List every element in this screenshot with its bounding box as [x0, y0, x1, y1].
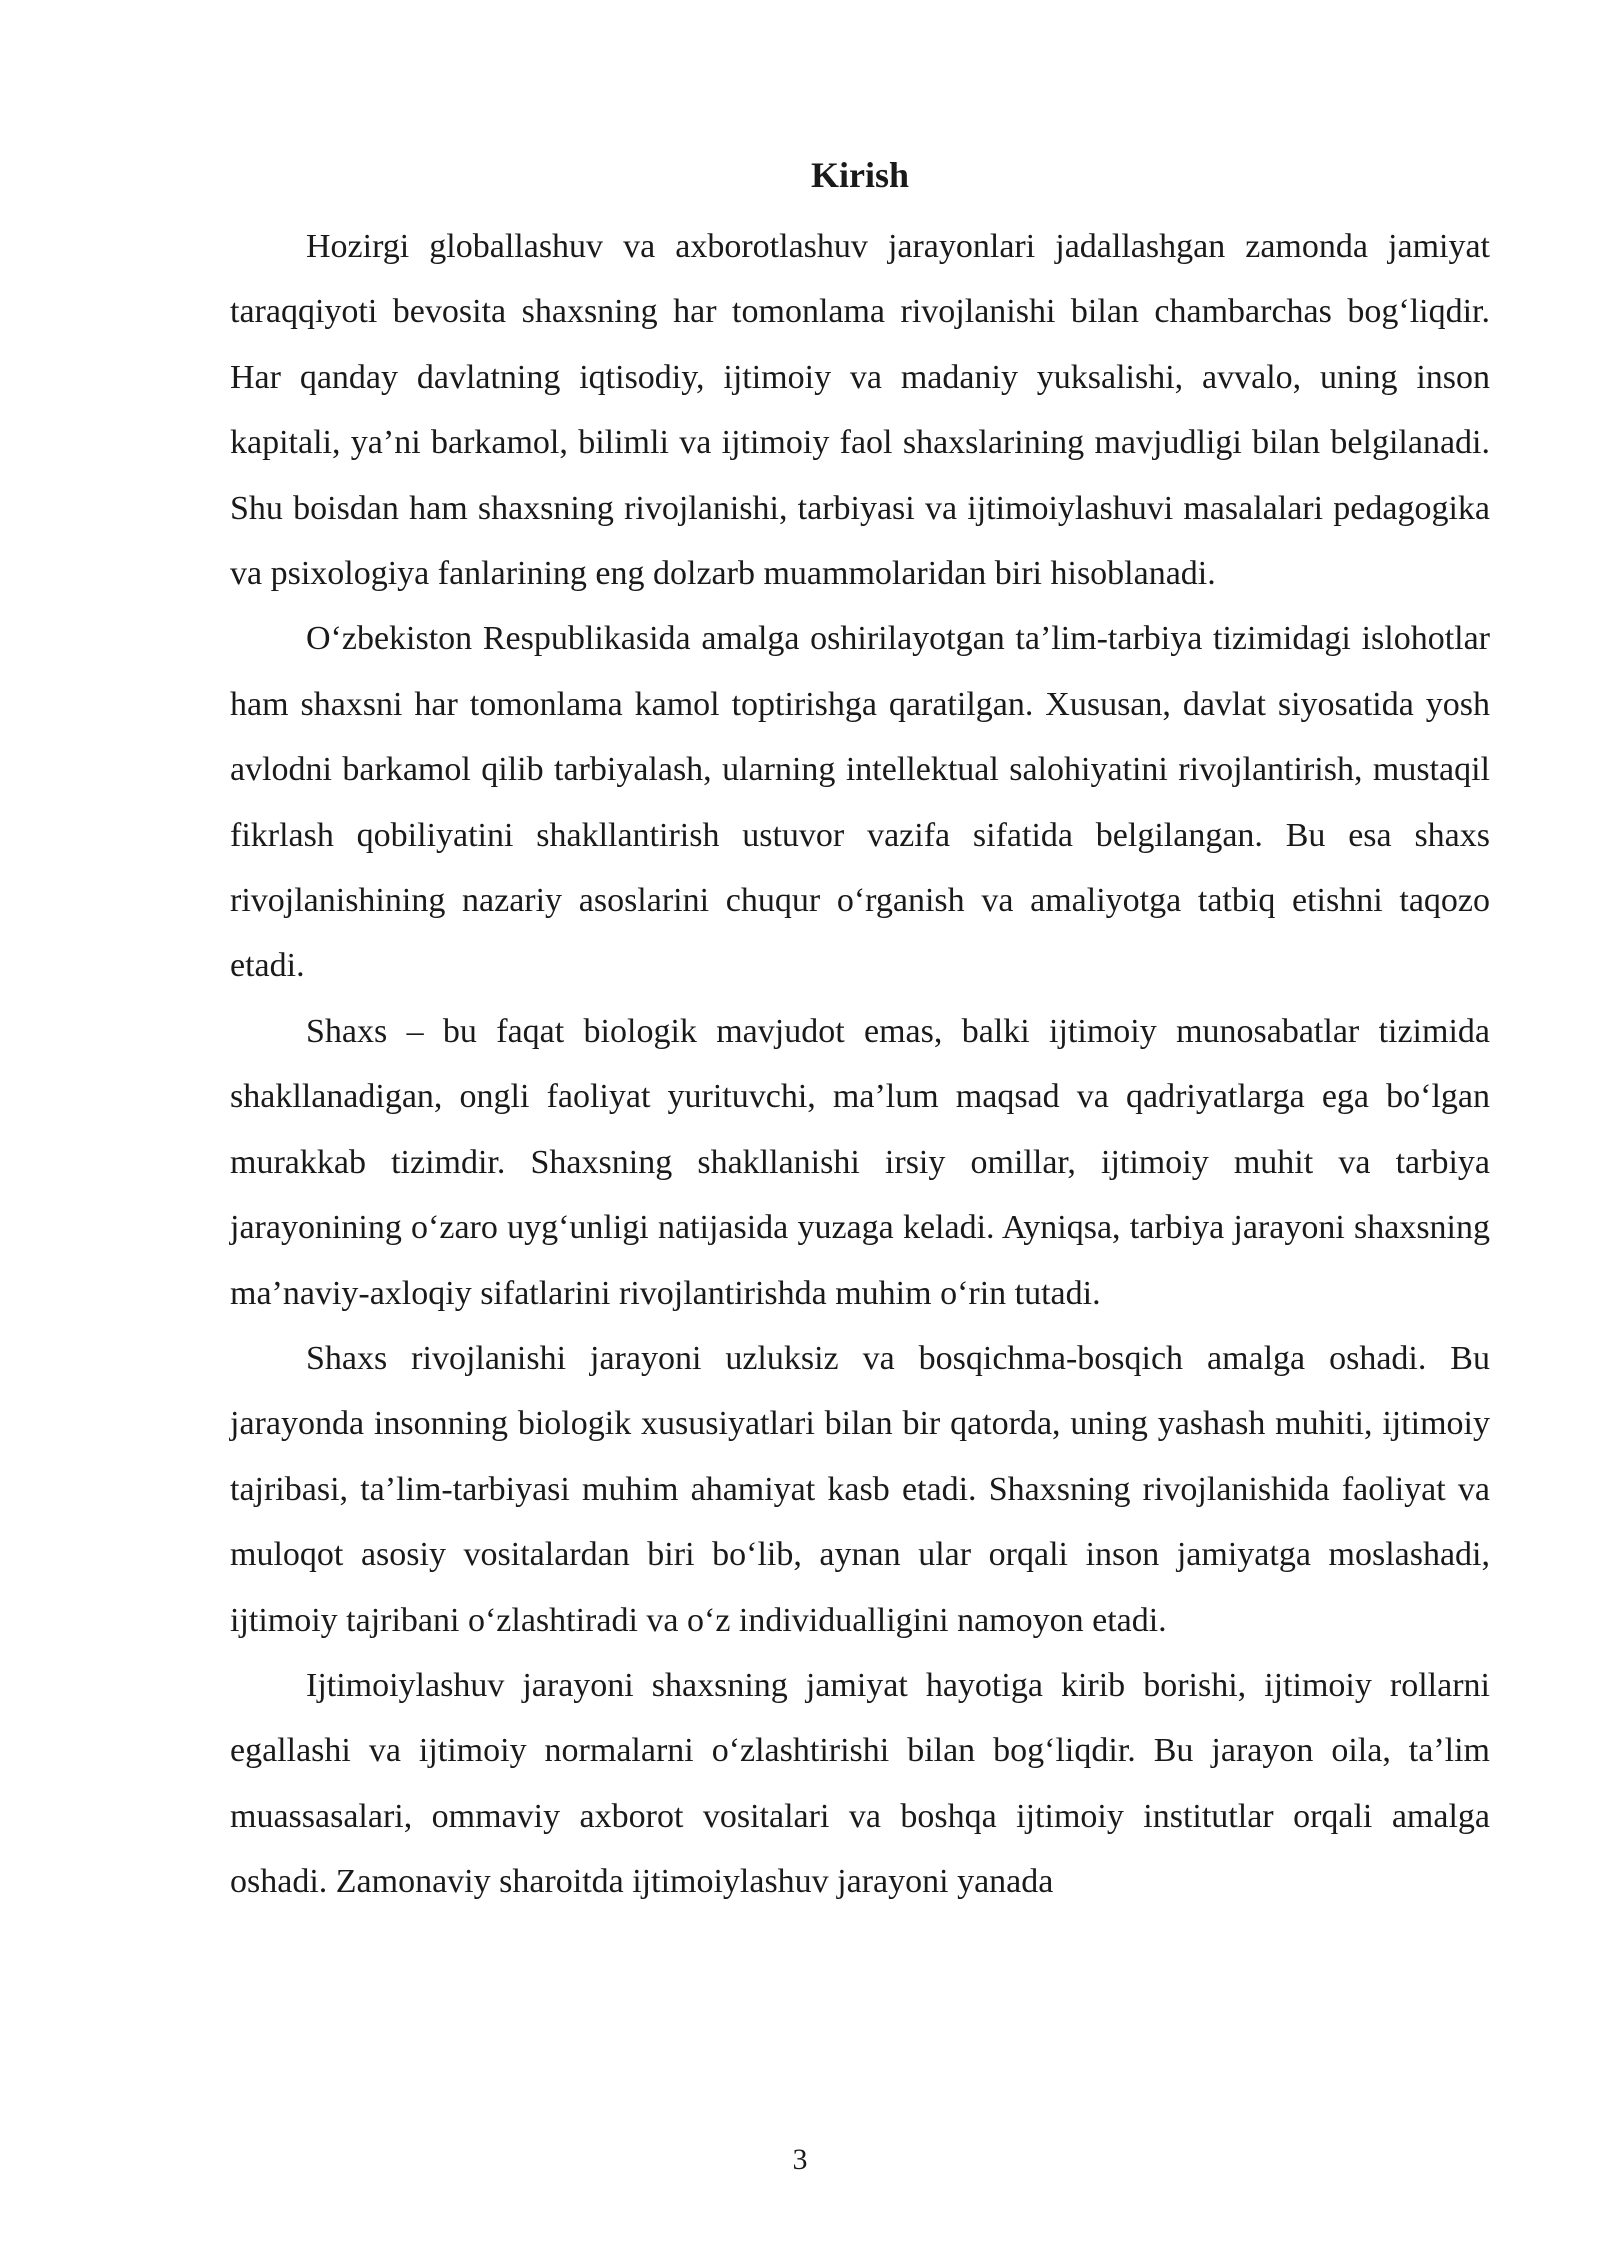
paragraph-3: Shaxs – bu faqat biologik mavjudot emas, balki ijtimoiy munosabatlar tizimida shakllanadigan, ongli faoliyat yurituvchi, ma’lum maqsad va qadriyatlarga ega bo‘lgan murakkab tizimdir. Shaxsning shakllanishi irsiy omillar, ijtimoiy muhit va tarbiya jarayonining o‘zaro uyg‘unligi natijasida yuzaga keladi. Ayniqsa, tarbiya jarayoni shaxsning ma’naviy-axloqiy sifatlarini rivojlantirishda muhim o‘rin tutadi. [230, 1012, 1490, 1312]
paragraph-1: Hozirgi globallashuv va axborotlashuv jarayonlari jadallashgan zamonda jamiyat taraqqiyoti bevosita shaxsning har tomonlama rivojlanishi bilan chambarchas bog‘liqdir. Har qanday davlatning iqtisodiy, ijtimoiy va madaniy yuksalishi, avvalo, uning inson kapitali, ya’ni barkamol, bilimli va ijtimoiy faol shaxslarining mavjudligi bilan belgilanadi. Shu boisdan ham shaxsning rivojlanishi, tarbiyasi va ijtimoiylashuvi masalalari pedagogika va psixologiya fanlarining eng dolzarb muammolaridan biri hisoblanadi. [230, 228, 1490, 593]
paragraph-4: Shaxs rivojlanishi jarayoni uzluksiz va bosqichma-bosqich amalga oshadi. Bu jarayonda insonning biologik xususiyatlari bilan bir qatorda, uning yashash muhiti, ijtimoiy tajribasi, ta’lim-tarbiyasi muhim ahamiyat kasb etadi. Shaxsning rivojlanishida faoliyat va muloqot asosiy vositalardan biri bo‘lib, aynan ular orqali inson jamiyatga moslashadi, ijtimoiy tajribani o‘zlashtiradi va o‘z individualligini namoyon etadi. [230, 1339, 1490, 1639]
page-number: 3 [792, 2143, 808, 2176]
document-page [230, 150, 1490, 1915]
paragraph-5: Ijtimoiylashuv jarayoni shaxsning jamiyat hayotiga kirib borishi, ijtimoiy rollarni egallashi va ijtimoiy normalarni o‘zlashtirishi bilan bog‘liqdir. Bu jarayon oila, ta’lim muassasalari, ommaviy axborot vositalari va boshqa ijtimoiy institutlar orqali amalga oshadi. Zamonaviy sharoitda ijtimoiylashuv jarayoni yanada [230, 1666, 1490, 1901]
paragraph-2: O‘zbekiston Respublikasida amalga oshirilayotgan ta’lim-tarbiya tizimidagi islohotlar ham shaxsni har tomonlama kamol toptirishga qaratilgan. Xususan, davlat siyosatida yosh avlodni barkamol qilib tarbiyalash, ularning intellektual salohiyatini rivojlantirish, mustaqil fikrlash qobiliyatini shakllantirish ustuvor vazifa sifatida belgilangan. Bu esa shaxs rivojlanishining nazariy asoslarini chuqur o‘rganish va amaliyotga tatbiq etishni taqozo etadi. [230, 620, 1490, 985]
section-heading: Kirish [810, 155, 909, 195]
